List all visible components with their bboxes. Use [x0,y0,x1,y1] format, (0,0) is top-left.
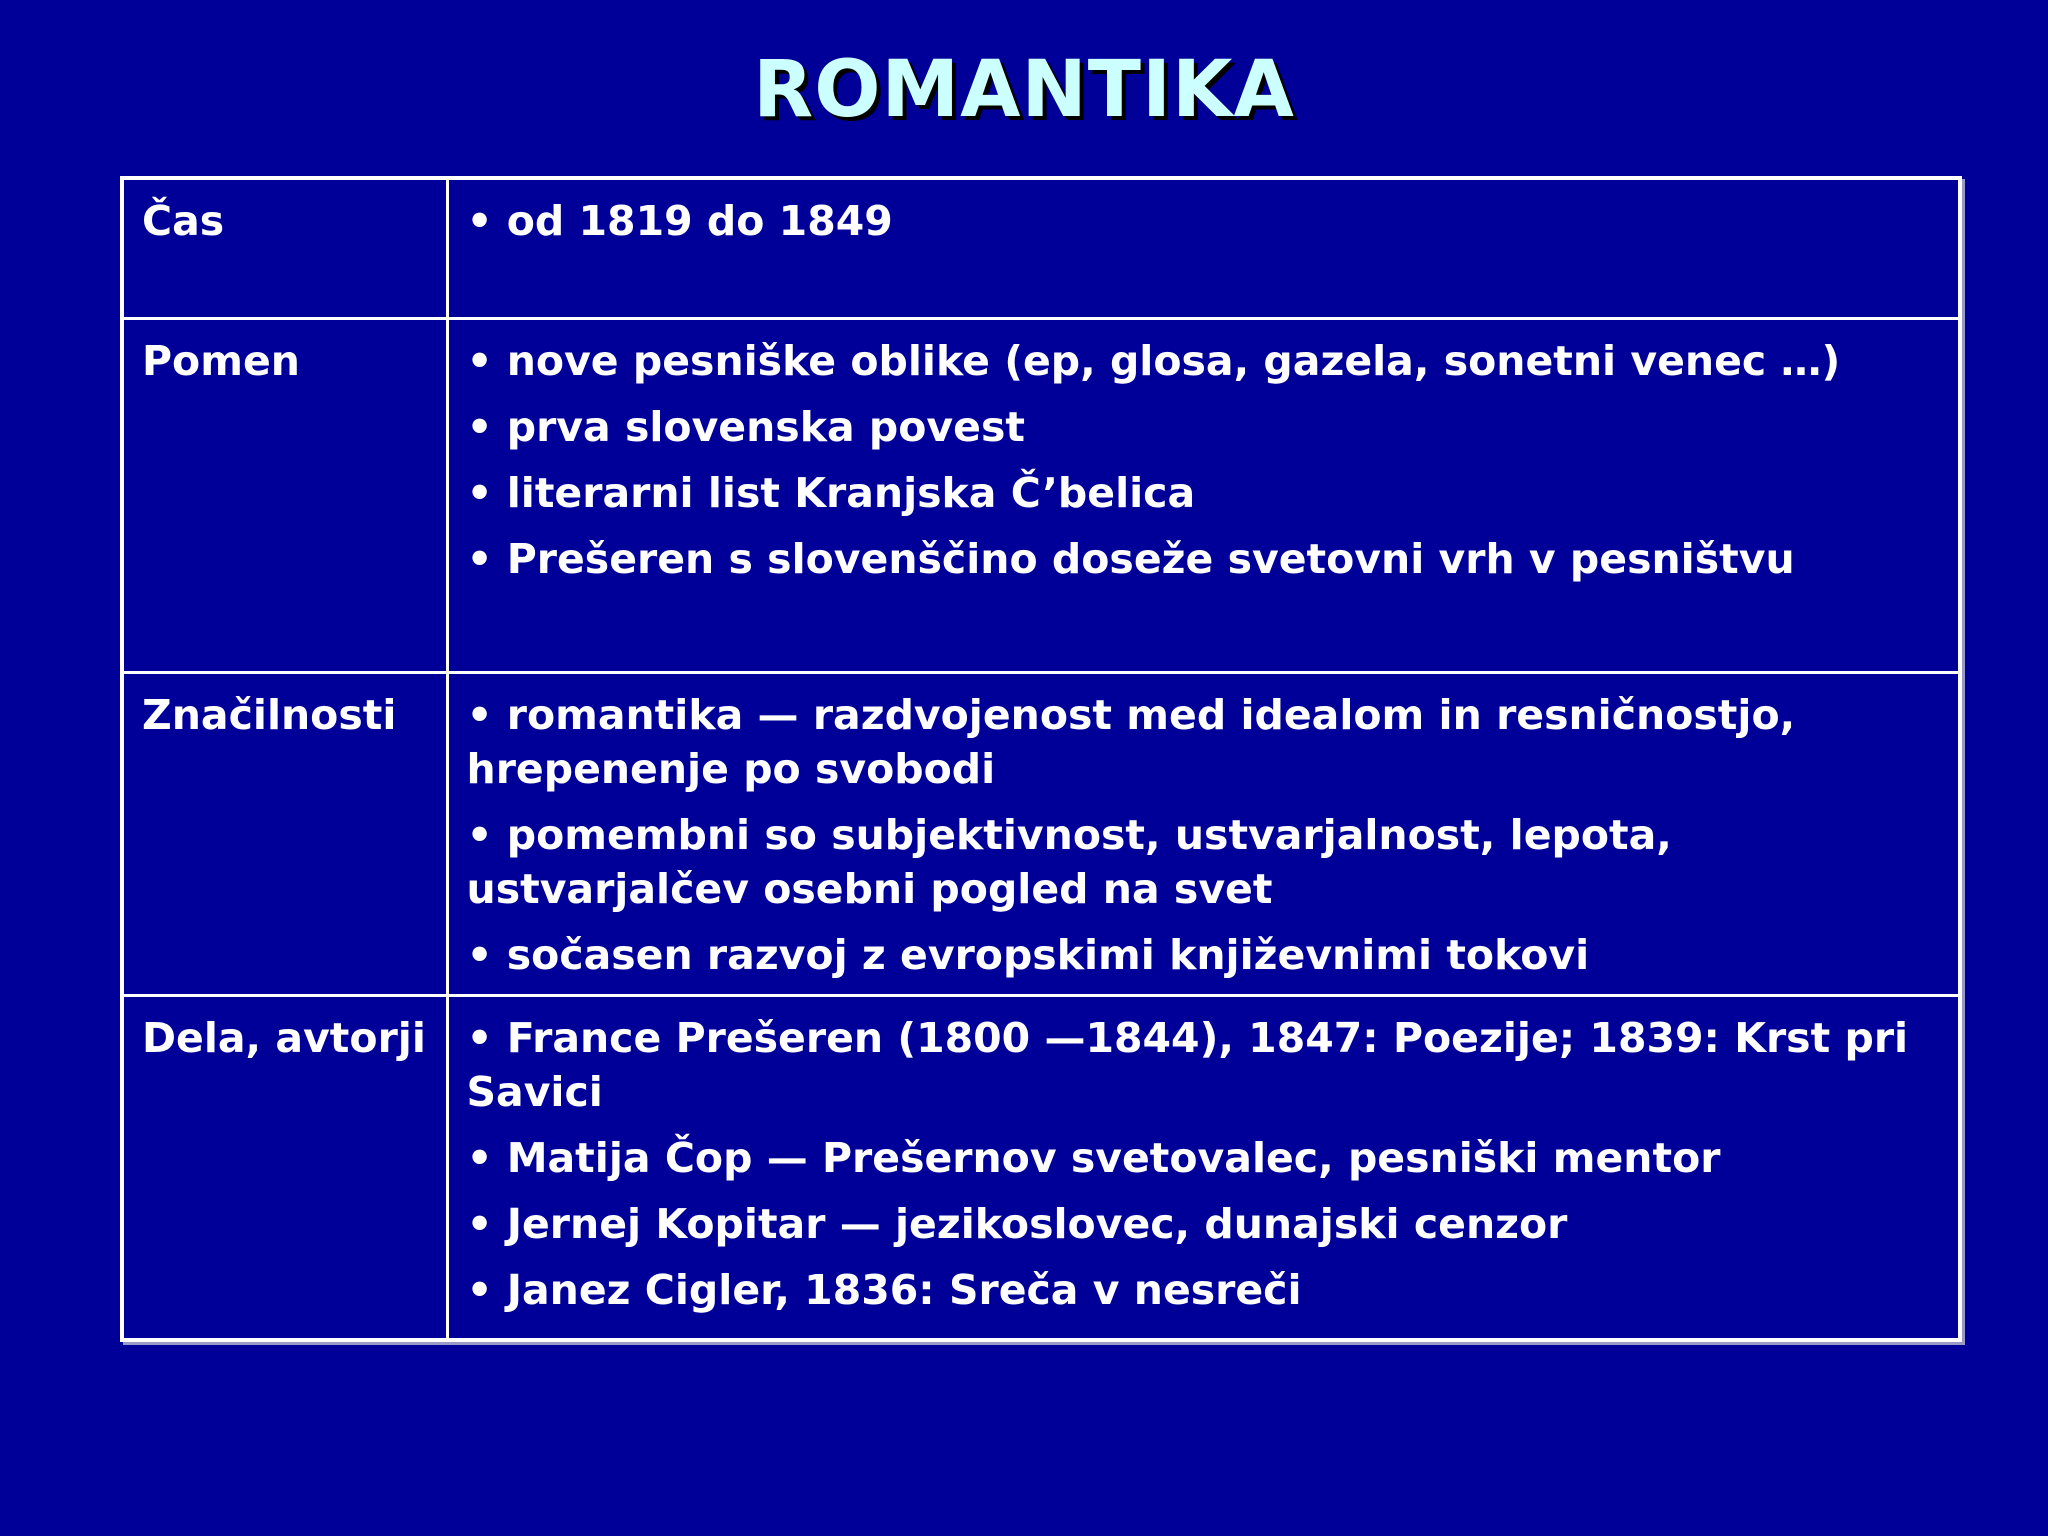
bullet-icon: • [466,534,493,583]
row-label: Čas [122,178,447,318]
row-label: Dela, avtorji [122,995,447,1340]
bullet-item [467,688,1939,796]
bullet-text: nove pesniške oblike (ep, glosa, gazela, sonetni venec …) [506,336,1841,385]
bullet-icon: • [466,197,493,245]
row-content [447,318,1960,672]
table-row-cas [122,178,1960,318]
bullet-icon: • [466,468,493,517]
bullet-text: sočasen razvoj z evropskimi književnimi tokovi [506,930,1590,979]
bullet-icon: • [466,402,493,451]
bullet-item [467,808,1939,916]
bullet-icon: • [466,1013,493,1062]
bullet-item [467,1263,1939,1317]
bullet-text: France Prešeren (1800 —1844), 1847: Poezije; 1839: Krst pri Savici [466,1013,1909,1116]
table-row-znacilnosti [122,672,1960,995]
row-label: Pomen [122,318,447,672]
bullet-item [467,466,1939,520]
bullet-item [467,532,1939,586]
bullet-item [467,1011,1939,1119]
row-content [447,178,1960,318]
bullet-item [467,928,1939,982]
bullet-icon: • [466,1199,493,1248]
bullet-icon: • [466,690,493,739]
bullet-text: Matija Čop — Prešernov svetovalec, pesniški mentor [506,1133,1721,1182]
bullet-icon: • [466,930,493,979]
bullet-icon: • [466,1133,493,1182]
bullet-text: od 1819 do 1849 [506,197,893,245]
bullet-item [467,400,1939,454]
row-content [447,672,1960,995]
bullet-item [467,194,1939,248]
table-row-pomen [122,318,1960,672]
bullet-text: Prešeren s slovenščino doseže svetovni vrh v pesništvu [506,534,1795,583]
bullet-text: prva slovenska povest [506,402,1025,451]
bullet-icon: • [466,1265,493,1314]
bullet-text: romantika — razdvojenost med idealom in resničnostjo, hrepenenje po svobodi [466,690,1796,793]
bullet-item [467,1131,1939,1185]
slide-title: ROMANTIKA [753,45,1295,135]
info-table [120,176,1962,1342]
row-label: Značilnosti [122,672,447,995]
row-content [447,995,1960,1340]
bullet-item [467,334,1939,388]
bullet-text: pomembni so subjektivnost, ustvarjalnost, lepota, ustvarjalčev osebni pogled na svet [466,810,1672,913]
bullet-icon: • [466,810,493,859]
table-row-dela-avtorji [122,995,1960,1340]
bullet-item [467,1197,1939,1251]
bullet-icon: • [466,336,493,385]
bullet-text: Janez Cigler, 1836: Sreča v nesreči [506,1265,1302,1314]
bullet-text: literarni list Kranjska Č’belica [506,468,1196,517]
bullet-text: Jernej Kopitar — jezikoslovec, dunajski cenzor [506,1199,1568,1248]
